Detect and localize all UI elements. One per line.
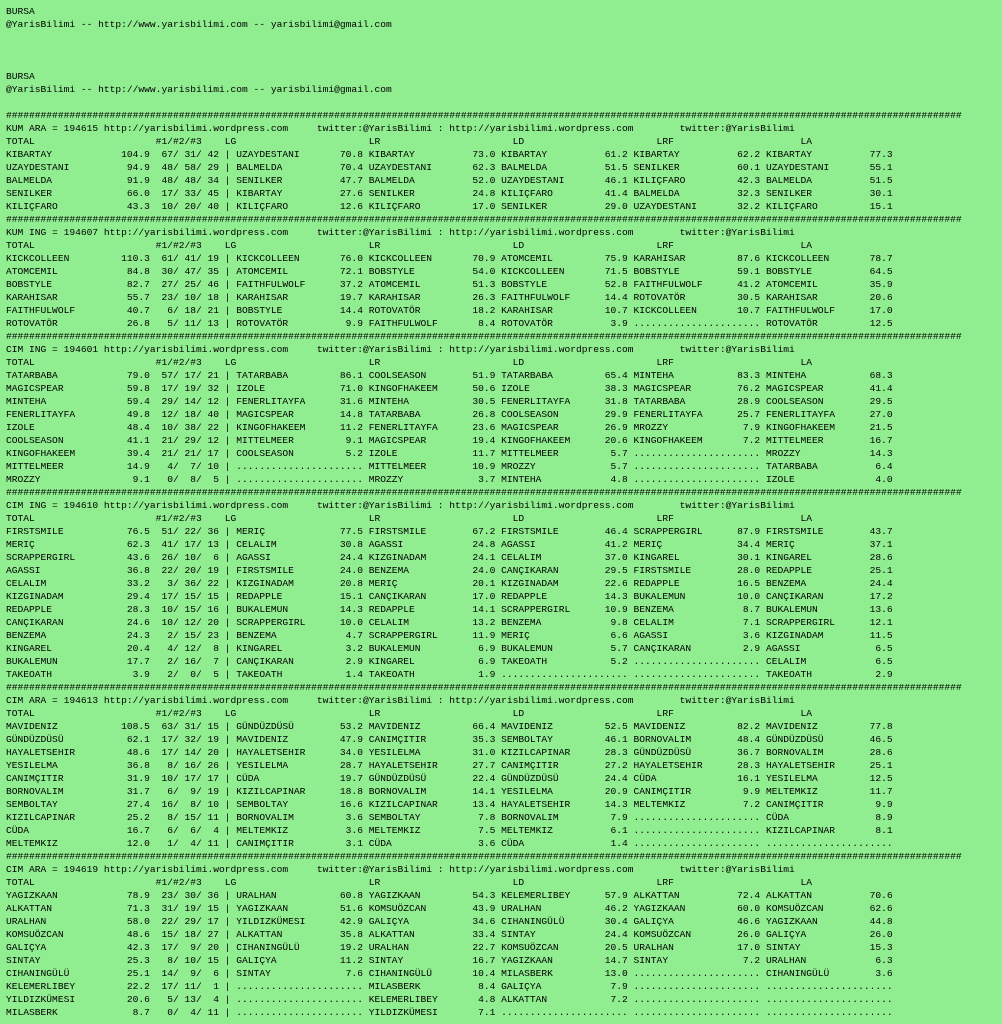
- text-line: TOTAL #1/#2/#3 LG LR LD LRF LA: [6, 877, 813, 888]
- text-line: TOTAL #1/#2/#3 LG LR LD LRF LA: [6, 357, 813, 368]
- text-line: TATARBABA 79.0 57/ 17/ 21 | TATARBABA 86.1 COOLSEASON 51.9 TATARBABA 65.4 MINTEHA 83.3 MINTEHA 68.3: [6, 370, 893, 381]
- text-line: BALMELDA 91.9 48/ 48/ 34 | SENILKER 47.7 BALMELDA 52.0 UZAYDESTANI 46.1 KILIÇFARO 42.3 BALMELDA 51.5: [6, 175, 893, 186]
- text-line: KARAHISAR 55.7 23/ 10/ 18 | KARAHISAR 19.7 KARAHISAR 26.3 FAITHFULWOLF 14.4 ROTOVATÖR 30.5 KARAHISAR 20.6: [6, 292, 893, 303]
- text-line: @YarisBilimi -- http://www.yarisbilimi.com -- yarisbilimi@gmail.com: [6, 84, 392, 95]
- text-line: BURSA: [6, 71, 35, 82]
- text-line: FAITHFULWOLF 40.7 6/ 18/ 21 | BOBSTYLE 14.4 ROTOVATÖR 18.2 KARAHISAR 10.7 KICKCOLLEEN 10.7 FAITHFULWOLF 17.0: [6, 305, 893, 316]
- text-line: KUM ARA = 194615 http://yarisbilimi.wordpress.com twitter:@YarisBilimi : http://yarisbilimi.wordpress.com twitter:@YarisBilimi: [6, 123, 795, 134]
- text-line: KILIÇFARO 43.3 10/ 20/ 40 | KILIÇFARO 12.6 KILIÇFARO 17.0 SENILKER 29.0 UZAYDESTANI 32.2 KILIÇFARO 15.1: [6, 201, 893, 212]
- text-line: MINTEHA 59.4 29/ 14/ 12 | FENERLITAYFA 31.6 MINTEHA 30.5 FENERLITAYFA 31.8 TATARBABA 28.9 COOLSEASON 29.5: [6, 396, 893, 407]
- text-line: TOTAL #1/#2/#3 LG LR LD LRF LA: [6, 513, 813, 524]
- text-line: ROTOVATÖR 26.8 5/ 11/ 13 | ROTOVATÖR 9.9 FAITHFULWOLF 8.4 ROTOVATÖR 3.9 ...................... ROTOVATÖR 12.5: [6, 318, 893, 329]
- text-line: [6, 31, 962, 44]
- text-line: BOBSTYLE 82.7 27/ 25/ 46 | FAITHFULWOLF 37.2 ATOMCEMIL 51.3 BOBSTYLE 52.8 FAITHFULWOLF 41.2 ATOMCEMIL 35.9: [6, 279, 893, 290]
- text-line: SEMBOLTAY 27.4 16/ 8/ 10 | SEMBOLTAY 16.6 KIZILCAPINAR 13.4 HAYALETSEHIR 14.3 MELTEMKIZ 7.2 CANIMÇITIR 9.9: [6, 799, 893, 810]
- text-line: KOMSUÖZCAN 48.6 15/ 18/ 27 | ALKATTAN 35.8 ALKATTAN 33.4 SINTAY 24.4 KOMSUÖZCAN 26.0 GALIÇYA 26.0: [6, 929, 893, 940]
- text-line: ######################################################################################################################################################################: [6, 487, 962, 498]
- text-line: ######################################################################################################################################################################: [6, 851, 962, 862]
- text-line: MITTELMEER 14.9 4/ 7/ 10 | ...................... MITTELMEER 10.9 MROZZY 5.7 ...................... TATARBABA 6.4: [6, 461, 893, 472]
- text-line: KINGAREL 20.4 4/ 12/ 8 | KINGAREL 3.2 BUKALEMUN 6.9 BUKALEMUN 5.7 CANÇIKARAN 2.9 AGASSI 6.5: [6, 643, 893, 654]
- text-line: TOTAL #1/#2/#3 LG LR LD LRF LA: [6, 136, 813, 147]
- text-line: SCRAPPERGIRL 43.6 26/ 10/ 6 | AGASSI 24.4 KIZGINADAM 24.1 CELALIM 37.0 KINGAREL 30.1 KINGAREL 28.6: [6, 552, 893, 563]
- text-line: COOLSEASON 41.1 21/ 29/ 12 | MITTELMEER 9.1 MAGICSPEAR 19.4 KINGOFHAKEEM 20.6 KINGOFHAKEEM 7.2 MITTELMEER 16.7: [6, 435, 893, 446]
- text-line: BURSA: [6, 6, 35, 17]
- text-line: ######################################################################################################################################################################: [6, 682, 962, 693]
- text-line: [6, 57, 962, 70]
- text-line: TAKEOATH 3.9 2/ 0/ 5 | TAKEOATH 1.4 TAKEOATH 1.9 ...................... ...................... TAKEOATH 2.9: [6, 669, 893, 680]
- text-line: ATOMCEMIL 84.8 30/ 47/ 35 | ATOMCEMIL 72.1 BOBSTYLE 54.0 KICKCOLLEEN 71.5 BOBSTYLE 59.1 BOBSTYLE 64.5: [6, 266, 893, 277]
- text-line: FIRSTSMILE 76.5 51/ 22/ 36 | MERIÇ 77.5 FIRSTSMILE 67.2 FIRSTSMILE 46.4 SCRAPPERGIRL 87.9 FIRSTSMILE 43.7: [6, 526, 893, 537]
- text-line: ALKATTAN 71.3 31/ 19/ 15 | YAGIZKAAN 51.6 KOMSUÖZCAN 43.9 URALHAN 46.2 YAGIZKAAN 60.0 KOMSUÖZCAN 62.6: [6, 903, 893, 914]
- text-line: KINGOFHAKEEM 39.4 21/ 21/ 17 | COOLSEASON 5.2 IZOLE 11.7 MITTELMEER 5.7 ...................... MROZZY 14.3: [6, 448, 893, 459]
- text-line: CIM ARA = 194613 http://yarisbilimi.wordpress.com twitter:@YarisBilimi : http://yarisbilimi.wordpress.com twitter:@YarisBilimi: [6, 695, 795, 706]
- text-line: SINTAY 25.3 8/ 10/ 15 | GALIÇYA 11.2 SINTAY 16.7 YAGIZKAAN 14.7 SINTAY 7.2 URALHAN 6.3: [6, 955, 893, 966]
- text-line: CIM ING = 194610 http://yarisbilimi.wordpress.com twitter:@YarisBilimi : http://yarisbilimi.wordpress.com twitter:@YarisBilimi: [6, 500, 795, 511]
- text-line: KICKCOLLEEN 110.3 61/ 41/ 19 | KICKCOLLEEN 76.0 KICKCOLLEEN 70.9 ATOMCEMIL 75.9 KARAHISAR 87.6 KICKCOLLEEN 78.7: [6, 253, 893, 264]
- text-line: MROZZY 9.1 0/ 8/ 5 | ...................... MROZZY 3.7 MINTEHA 4.8 ...................... IZOLE 4.0: [6, 474, 893, 485]
- text-line: TOTAL #1/#2/#3 LG LR LD LRF LA: [6, 708, 813, 719]
- text-line: CELALIM 33.2 3/ 36/ 22 | KIZGINADAM 20.8 MERIÇ 20.1 KIZGINADAM 22.6 REDAPPLE 16.5 BENZEMA 24.4: [6, 578, 893, 589]
- text-line: REDAPPLE 28.3 10/ 15/ 16 | BUKALEMUN 14.3 REDAPPLE 14.1 SCRAPPERGIRL 10.9 BENZEMA 8.7 BUKALEMUN 13.6: [6, 604, 893, 615]
- text-line: KUM ING = 194607 http://yarisbilimi.wordpress.com twitter:@YarisBilimi : http://yarisbilimi.wordpress.com twitter:@YarisBilimi: [6, 227, 795, 238]
- text-line: BUKALEMUN 17.7 2/ 16/ 7 | CANÇIKARAN 2.9 KINGAREL 6.9 TAKEOATH 5.2 ...................... CELALIM 6.5: [6, 656, 893, 667]
- text-line: ######################################################################################################################################################################: [6, 214, 962, 225]
- text-line: BENZEMA 24.3 2/ 15/ 23 | BENZEMA 4.7 SCRAPPERGIRL 11.9 MERIÇ 6.6 AGASSI 3.6 KIZGINADAM 11.5: [6, 630, 893, 641]
- text-line: MAVIDENIZ 108.5 63/ 31/ 15 | GÜNDÜZDÜSÜ 53.2 MAVIDENIZ 66.4 MAVIDENIZ 52.5 MAVIDENIZ 82.2 MAVIDENIZ 77.8: [6, 721, 893, 732]
- text-line: YILDIZKÜMESI 20.6 5/ 13/ 4 | ...................... KELEMERLIBEY 4.8 ALKATTAN 7.2 ...................... ......................: [6, 994, 893, 1005]
- results-document: [6, 5, 962, 1019]
- text-line: HAYALETSEHIR 48.6 17/ 14/ 20 | HAYALETSEHIR 34.0 YESILELMA 31.0 KIZILCAPINAR 28.3 GÜNDÜZDÜSÜ 36.7 BORNOVALIM 28.6: [6, 747, 893, 758]
- text-line: TOTAL #1/#2/#3 LG LR LD LRF LA: [6, 240, 813, 251]
- text-line: SENILKER 66.0 17/ 33/ 45 | KIBARTAY 27.6 SENILKER 24.8 KILIÇFARO 41.4 BALMELDA 32.3 SENILKER 30.1: [6, 188, 893, 199]
- text-line: AGASSI 36.8 22/ 20/ 19 | FIRSTSMILE 24.0 BENZEMA 24.0 CANÇIKARAN 29.5 FIRSTSMILE 28.0 REDAPPLE 25.1: [6, 565, 893, 576]
- text-line: KIBARTAY 104.9 67/ 31/ 42 | UZAYDESTANI 70.8 KIBARTAY 73.0 KIBARTAY 61.2 KIBARTAY 62.2 KIBARTAY 77.3: [6, 149, 893, 160]
- text-line: BORNOVALIM 31.7 6/ 9/ 19 | KIZILCAPINAR 18.8 BORNOVALIM 14.1 YESILELMA 20.9 CANIMÇITIR 9.9 MELTEMKIZ 11.7: [6, 786, 893, 797]
- text-line: MELTEMKIZ 12.0 1/ 4/ 11 | CANIMÇITIR 3.1 CÜDA 3.6 CÜDA 1.4 ...................... ......................: [6, 838, 893, 849]
- text-line: GÜNDÜZDÜSÜ 62.1 17/ 32/ 19 | MAVIDENIZ 47.9 CANIMÇITIR 35.3 SEMBOLTAY 46.1 BORNOVALIM 48.4 GÜNDÜZDÜSÜ 46.5: [6, 734, 893, 745]
- text-line: ######################################################################################################################################################################: [6, 110, 962, 121]
- text-line: CIHANINGÜLÜ 25.1 14/ 9/ 6 | SINTAY 7.6 CIHANINGÜLÜ 10.4 MILASBERK 13.0 ...................... CIHANINGÜLÜ 3.6: [6, 968, 893, 979]
- text-line: CIM ARA = 194619 http://yarisbilimi.wordpress.com twitter:@YarisBilimi : http://yarisbilimi.wordpress.com twitter:@YarisBilimi: [6, 864, 795, 875]
- text-line: KIZILCAPINAR 25.2 8/ 15/ 11 | BORNOVALIM 3.6 SEMBOLTAY 7.8 BORNOVALIM 7.9 ...................... CÜDA 8.9: [6, 812, 893, 823]
- text-line: CANÇIKARAN 24.6 10/ 12/ 20 | SCRAPPERGIRL 10.0 CELALIM 13.2 BENZEMA 9.8 CELALIM 7.1 SCRAPPERGIRL 12.1: [6, 617, 893, 628]
- text-line: KIZGINADAM 29.4 17/ 15/ 15 | REDAPPLE 15.1 CANÇIKARAN 17.0 REDAPPLE 14.3 BUKALEMUN 10.0 CANÇIKARAN 17.2: [6, 591, 893, 602]
- text-line: GALIÇYA 42.3 17/ 9/ 20 | CIHANINGÜLÜ 19.2 URALHAN 22.7 KOMSUÖZCAN 20.5 URALHAN 17.0 SINTAY 15.3: [6, 942, 893, 953]
- text-line: FENERLITAYFA 49.8 12/ 18/ 40 | MAGICSPEAR 14.8 TATARBABA 26.8 COOLSEASON 29.9 FENERLITAYFA 25.7 FENERLITAYFA 27.0: [6, 409, 893, 420]
- text-line: ######################################################################################################################################################################: [6, 331, 962, 342]
- text-line: YESILELMA 36.8 8/ 16/ 26 | YESILELMA 28.7 HAYALETSEHIR 27.7 CANIMÇITIR 27.2 HAYALETSEHIR 28.3 HAYALETSEHIR 25.1: [6, 760, 893, 771]
- text-line: CANIMÇITIR 31.9 10/ 17/ 17 | CÜDA 19.7 GÜNDÜZDÜSÜ 22.4 GÜNDÜZDÜSÜ 24.4 CÜDA 16.1 YESILELMA 12.5: [6, 773, 893, 784]
- text-line: MILASBERK 8.7 0/ 4/ 11 | ...................... YILDIZKÜMESI 7.1 ...................... ...................... ......................: [6, 1007, 893, 1018]
- text-line: URALHAN 58.0 22/ 29/ 17 | YILDIZKÜMESI 42.9 GALIÇYA 34.6 CIHANINGÜLÜ 30.4 GALIÇYA 46.6 YAGIZKAAN 44.8: [6, 916, 893, 927]
- text-line: MAGICSPEAR 59.8 17/ 19/ 32 | IZOLE 71.0 KINGOFHAKEEM 50.6 IZOLE 38.3 MAGICSPEAR 76.2 MAGICSPEAR 41.4: [6, 383, 893, 394]
- text-line: [6, 44, 962, 57]
- text-line: CIM ING = 194601 http://yarisbilimi.wordpress.com twitter:@YarisBilimi : http://yarisbilimi.wordpress.com twitter:@YarisBilimi: [6, 344, 795, 355]
- text-line: UZAYDESTANI 94.9 48/ 58/ 29 | BALMELDA 70.4 UZAYDESTANI 62.3 BALMELDA 51.5 SENILKER 60.1 UZAYDESTANI 55.1: [6, 162, 893, 173]
- text-line: @YarisBilimi -- http://www.yarisbilimi.com -- yarisbilimi@gmail.com: [6, 19, 392, 30]
- text-line: KELEMERLIBEY 22.2 17/ 11/ 1 | ...................... MILASBERK 8.4 GALIÇYA 7.9 ...................... ......................: [6, 981, 893, 992]
- text-line: YAGIZKAAN 78.9 23/ 30/ 36 | URALHAN 60.8 YAGIZKAAN 54.3 KELEMERLIBEY 57.9 ALKATTAN 72.4 ALKATTAN 70.6: [6, 890, 893, 901]
- text-line: MERIÇ 62.3 41/ 17/ 13 | CELALIM 30.8 AGASSI 24.8 AGASSI 41.2 MERIÇ 34.4 MERIÇ 37.1: [6, 539, 893, 550]
- text-line: CÜDA 16.7 6/ 6/ 4 | MELTEMKIZ 3.6 MELTEMKIZ 7.5 MELTEMKIZ 6.1 ...................... KIZILCAPINAR 8.1: [6, 825, 893, 836]
- text-line: IZOLE 48.4 10/ 38/ 22 | KINGOFHAKEEM 11.2 FENERLITAYFA 23.6 MAGICSPEAR 26.9 MROZZY 7.9 KINGOFHAKEEM 21.5: [6, 422, 893, 433]
- text-line: [6, 96, 962, 109]
